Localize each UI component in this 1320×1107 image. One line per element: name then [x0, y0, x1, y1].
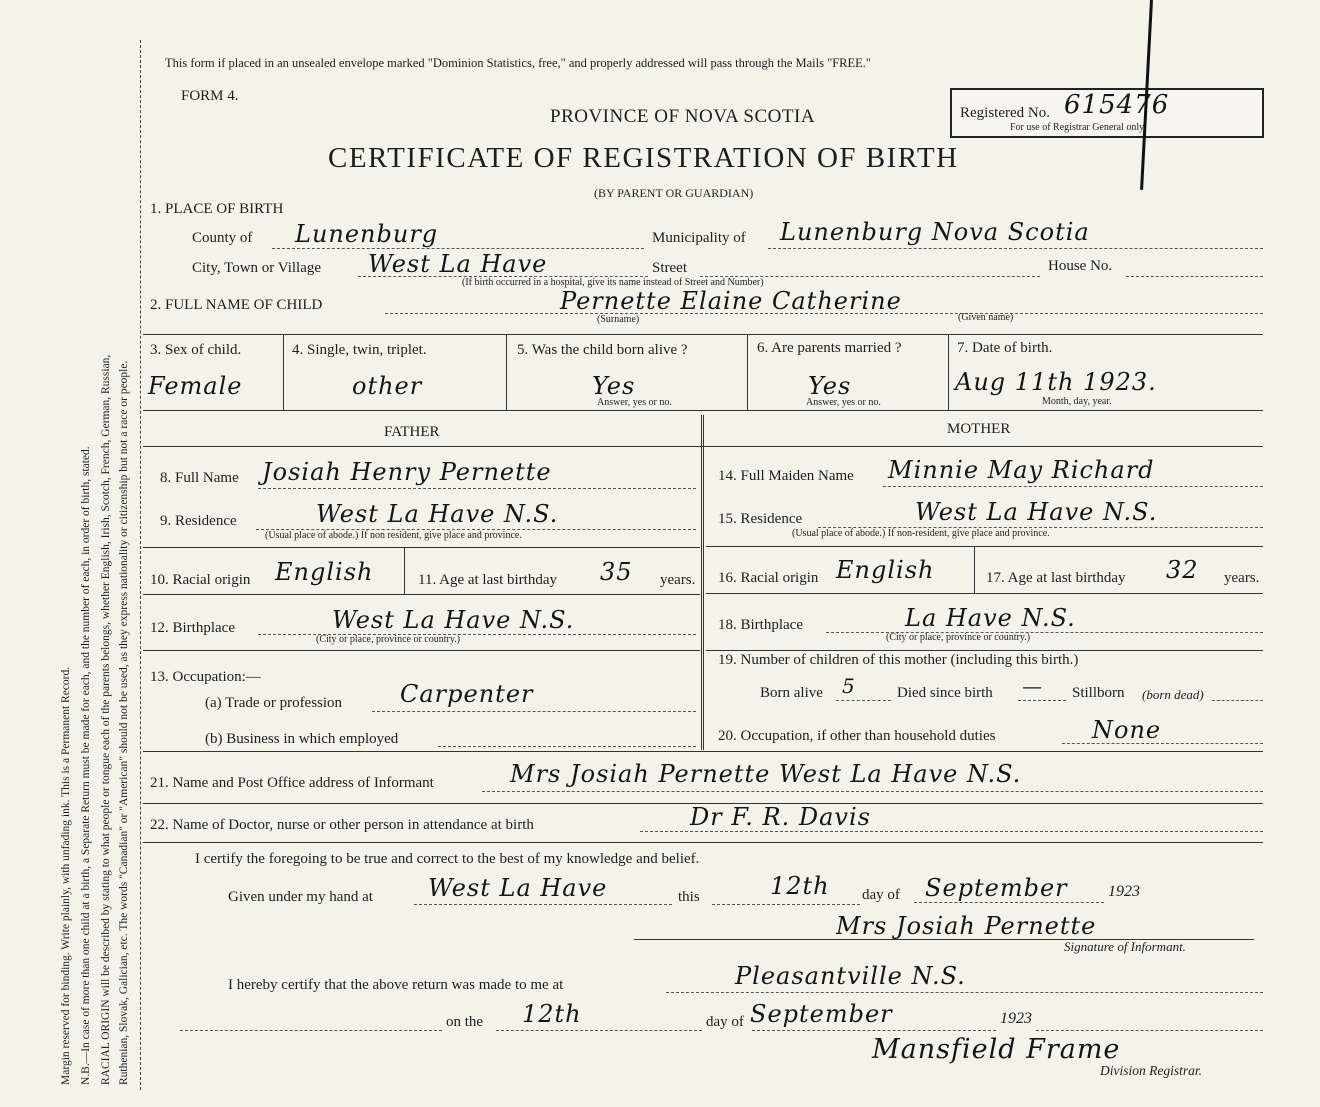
alive-value: Yes [592, 372, 636, 400]
father-age-label: 11. Age at last birthday [418, 572, 557, 588]
margin-note-multiple-births: N.B.—In case of more than one child at a birth, a Separate Return must be made for each, and the number of each, in order of birth, stated. [80, 446, 92, 1085]
margin-note-racial-origin: RACIAL ORIGIN will be described by stating to what people or tongue each of the parents belongs, whether English, Irish, Scotch, French, German, Russian, [100, 354, 112, 1085]
father-occupation-label: 13. Occupation:— [150, 669, 261, 685]
mother-racial-label: 16. Racial origin [718, 570, 819, 586]
surname-note: (Surname) [597, 314, 640, 325]
mother-occupation-value: None [1092, 716, 1162, 744]
hospital-note: (If birth occurred in a hospital, give its name instead of Street and Number) [462, 277, 764, 288]
given-month-value: September [925, 874, 1068, 902]
father-birthplace-note: (City or place, province or country.) [316, 634, 461, 645]
single-label: 4. Single, twin, triplet. [292, 342, 427, 358]
father-age-value: 35 [600, 558, 633, 586]
died-since-birth-value: — [1022, 674, 1043, 698]
city-value: West La Have [368, 250, 548, 278]
father-trade-label: (a) Trade or profession [205, 695, 343, 711]
mother-racial-value: English [836, 556, 935, 584]
father-residence-value: West La Have N.S. [316, 500, 559, 528]
father-heading: FATHER [384, 424, 440, 440]
margin-line [140, 40, 141, 1090]
informant-signature: Mrs Josiah Pernette [836, 912, 1097, 940]
doctor-value: Dr F. R. Davis [690, 803, 871, 831]
died-since-birth-label: Died since birth [897, 685, 993, 701]
registrar-signature: Mansfield Frame [872, 1034, 1121, 1065]
given-year-value: 1923 [1108, 883, 1140, 900]
mother-age-label: 17. Age at last birthday [986, 570, 1126, 586]
return-year-value: 1923 [1000, 1010, 1032, 1027]
mother-birthplace-note: (City or place, province or country.) [886, 632, 1031, 643]
return-day-value: 12th [522, 1000, 582, 1028]
sex-label: 3. Sex of child. [150, 342, 242, 358]
alive-answer-note: Answer, yes or no. [597, 397, 672, 408]
date-note: Month, day, year. [1042, 396, 1112, 407]
informant-value: Mrs Josiah Pernette West La Have N.S. [510, 760, 1022, 788]
date-value: Aug 11th 1923. [955, 368, 1157, 396]
father-residence-label: 9. Residence [160, 513, 237, 529]
father-name-label: 8. Full Name [160, 470, 239, 486]
mother-birthplace-value: La Have N.S. [905, 604, 1076, 632]
given-under-label: Given under my hand at [228, 889, 373, 905]
return-place-value: Pleasantville N.S. [735, 962, 966, 990]
return-statement: I hereby certify that the above return was made to me at [228, 977, 564, 993]
place-of-birth-heading: 1. PLACE OF BIRTH [150, 201, 284, 217]
child-name-label: 2. FULL NAME OF CHILD [150, 297, 323, 313]
mother-name-label: 14. Full Maiden Name [718, 468, 854, 484]
children-count-label: 19. Number of children of this mother (including this birth.) [718, 652, 1079, 668]
born-alive-label: Born alive [760, 685, 823, 701]
mother-heading: MOTHER [947, 421, 1011, 437]
mother-years-label: years. [1224, 570, 1260, 586]
given-day-of-label: day of [862, 887, 900, 903]
house-label: House No. [1048, 258, 1113, 274]
born-alive-value: 5 [842, 674, 856, 698]
county-label: County of [192, 230, 253, 246]
municipality-label: Municipality of [652, 230, 746, 246]
sex-value: Female [148, 372, 243, 400]
province-heading: PROVINCE OF NOVA SCOTIA [550, 106, 816, 127]
mother-birthplace-label: 18. Birthplace [718, 617, 803, 633]
alive-label: 5. Was the child born alive ? [517, 342, 688, 358]
father-birthplace-value: West La Have N.S. [332, 606, 575, 634]
father-racial-value: English [275, 558, 374, 586]
father-birthplace-label: 12. Birthplace [150, 620, 235, 636]
given-name-note: (Given name) [958, 312, 1014, 323]
return-month-value: September [750, 1000, 893, 1028]
return-day-of-label: day of [706, 1014, 744, 1030]
certificate-subtitle: (BY PARENT OR GUARDIAN) [594, 186, 754, 200]
municipality-value: Lunenburg Nova Scotia [780, 218, 1090, 246]
mother-residence-label: 15. Residence [718, 511, 803, 527]
father-racial-label: 10. Racial origin [150, 572, 251, 588]
street-label: Street [652, 260, 687, 276]
father-years-label: years. [660, 572, 696, 588]
doctor-label: 22. Name of Doctor, nurse or other person in attendance at birth [150, 817, 534, 833]
mother-name-value: Minnie May Richard [888, 456, 1155, 484]
given-day-value: 12th [770, 872, 830, 900]
registered-number: 615476 [1064, 90, 1170, 120]
mother-abode-note: (Usual place of abode.) If non-resident, give place and province. [792, 528, 1050, 539]
father-name-value: Josiah Henry Pernette [262, 458, 552, 486]
child-name-value: Pernette Elaine Catherine [560, 287, 902, 315]
certificate-title: CERTIFICATE OF REGISTRATION OF BIRTH [328, 142, 959, 174]
mother-residence-value: West La Have N.S. [915, 498, 1158, 526]
stillborn-label: Stillborn [1072, 685, 1125, 701]
informant-signature-label: Signature of Informant. [1064, 939, 1186, 954]
date-label: 7. Date of birth. [957, 340, 1053, 356]
stillborn-note: (born dead) [1142, 687, 1204, 702]
mother-occupation-label: 20. Occupation, if other than household duties [718, 728, 996, 744]
married-label: 6. Are parents married ? [757, 340, 902, 356]
margin-note-racial-origin-cont: Ruthenian, Slovak, Galician, etc. The words "Canadian" or "American" should not be used, as they express nationality or citizenship but not a race or people. [118, 360, 130, 1085]
mother-age-value: 32 [1166, 556, 1199, 584]
married-answer-note: Answer, yes or no. [806, 397, 881, 408]
father-abode-note: (Usual place of abode.) If non resident, give place and province. [265, 530, 522, 541]
certify-statement: I certify the foregoing to be true and correct to the best of my knowledge and belief. [195, 851, 700, 867]
informant-label: 21. Name and Post Office address of Informant [150, 775, 434, 791]
married-value: Yes [808, 372, 852, 400]
form-number: FORM 4. [181, 88, 239, 104]
registered-label: Registered No. [960, 105, 1050, 121]
division-registrar-label: Division Registrar. [1100, 1063, 1203, 1078]
mail-notice: This form if placed in an unsealed envelope marked "Dominion Statistics, free," and properly addressed will pass through the Mails "FREE." [165, 56, 872, 70]
given-place-value: West La Have [428, 874, 608, 902]
father-trade-value: Carpenter [400, 680, 534, 708]
registrar-note: For use of Registrar General only. [1010, 122, 1146, 133]
single-value: other [352, 372, 423, 400]
father-business-label: (b) Business in which employed [205, 731, 399, 747]
on-the-label: on the [446, 1014, 484, 1030]
this-label: this [678, 889, 700, 905]
county-value: Lunenburg [295, 220, 439, 248]
margin-note-binding: Margin reserved for binding. Write plainly, with unfading ink. This is a Permanent Record. [60, 666, 72, 1085]
city-label: City, Town or Village [192, 260, 322, 276]
